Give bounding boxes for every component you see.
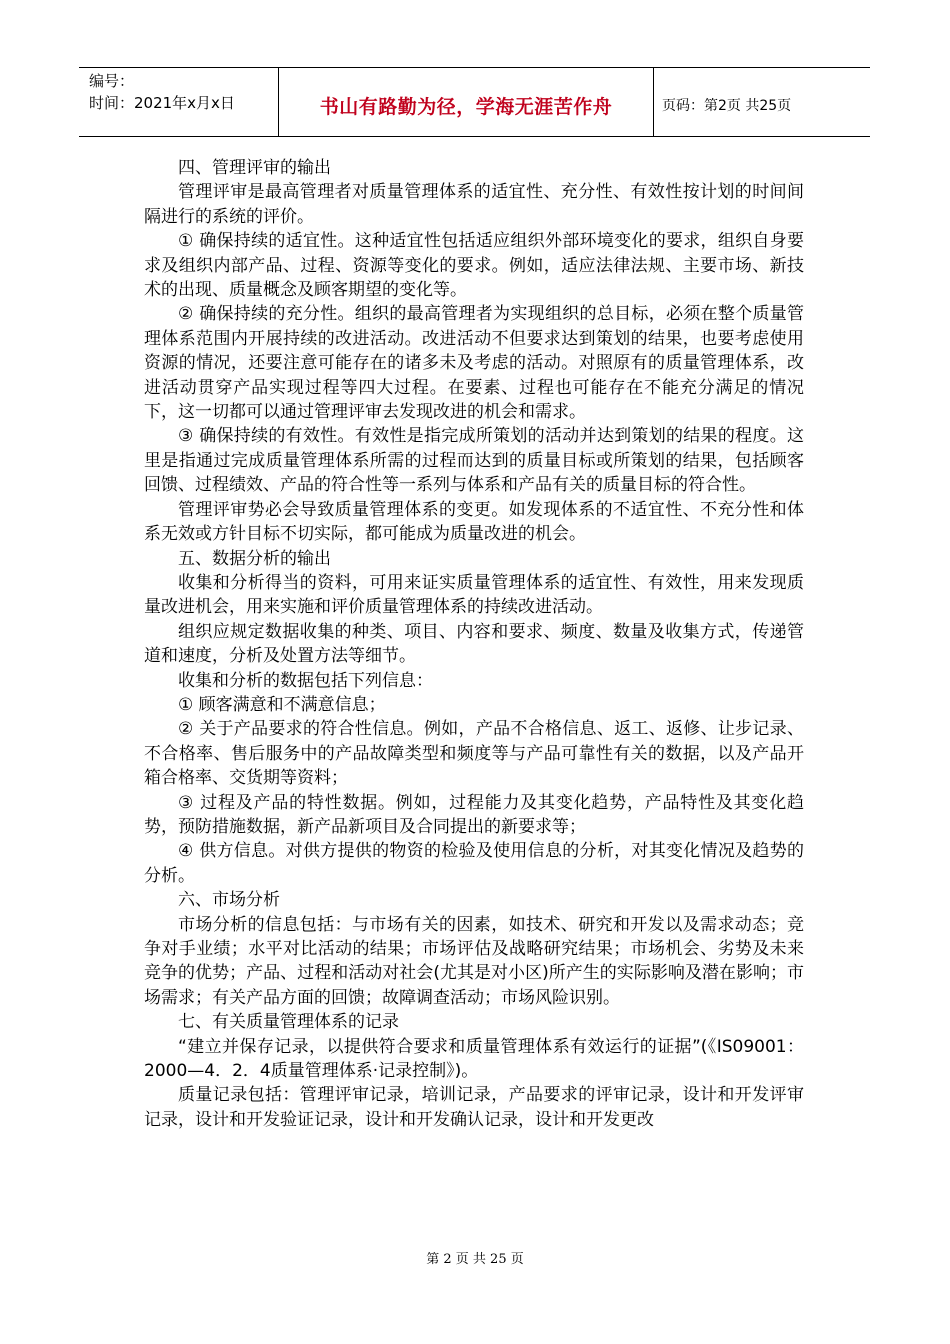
paragraph: 市场分析的信息包括：与市场有关的因素，如技术、研究和开发以及需求动态；竞争对手业绩；水平对比活动的结果；市场评估及战略研究结果；市场机会、劣势及未来竞争的优势；产品、过程和活动对社会(尤其是对小区)所产生的实际影响及潜在影响；市场需求；有关产品方面的回馈；故障调查活动；市场风险识别。	[144, 914, 804, 1008]
paragraph: “建立并保存记录，以提供符合要求和质量管理体系有效运行的证据”(《IS09001：2000—4．2．4质量管理体系·记录控制》)。	[144, 1036, 804, 1082]
section-heading-6: 六、市场分析	[178, 890, 280, 911]
list-item: ① 顾客满意和不满意信息；	[178, 694, 386, 715]
page-footer: 第 2 页 共 25 页	[426, 1252, 524, 1267]
header-motto: 书山有路勤为径，学海无涯苦作舟	[279, 68, 654, 136]
paragraph: 管理评审是最高管理者对质量管理体系的适宜性、充分性、有效性按计划的时间间隔进行的系统的评价。	[144, 182, 804, 227]
section-heading-4: 四、管理评审的输出	[178, 158, 331, 178]
section-heading-7: 七、有关质量管理体系的记录	[178, 1012, 399, 1033]
paragraph: 质量记录包括：管理评审记录，培训记录，产品要求的评审记录，设计和开发评审记录，设计和开发验证记录，设计和开发确认记录，设计和开发更改	[144, 1085, 804, 1130]
header-page-info: 页码：第2页 共25页	[662, 98, 792, 114]
document-body	[144, 156, 804, 1132]
list-item: ④ 供方信息。对供方提供的物资的检验及使用信息的分析，对其变化情况及趋势的分析。	[144, 841, 804, 886]
page-header	[79, 67, 870, 137]
time-label: 时间：2021年x月x日	[89, 94, 235, 112]
paragraph: ③ 确保持续的有效性。有效性是指完成所策划的活动并达到策划的结果的程度。这里是指通过完成质量管理体系所需的过程而达到的质量目标或所策划的结果，包括顾客回馈、过程绩效、产品的符合性等一系列与体系和产品有关的质量目标的符合性。	[144, 426, 804, 496]
paragraph: 收集和分析得当的资料，可用来证实质量管理体系的适宜性、有效性，用来发现质量改进机会，用来实施和评价质量管理体系的持续改进活动。	[144, 572, 804, 618]
list-item: ③ 过程及产品的特性数据。例如，过程能力及其变化趋势，产品特性及其变化趋势，预防措施数据，新产品新项目及合同提出的新要求等；	[144, 792, 804, 837]
paragraph: 管理评审势必会导致质量管理体系的变更。如发现体系的不适宜性、不充分性和体系无效或方针目标不切实际，都可能成为质量改进的机会。	[144, 499, 804, 545]
serial-number-label: 编号：	[89, 72, 135, 90]
paragraph: 组织应规定数据收集的种类、项目、内容和要求、频度、数量及收集方式，传递管道和速度，分析及处置方法等细节。	[144, 621, 804, 667]
paragraph: ① 确保持续的适宜性。这种适宜性包括适应组织外部环境变化的要求，组织自身要求及组织内部产品、过程、资源等变化的要求。例如，适应法律法规、主要市场、新技术的出现、质量概念及顾客期望的变化等。	[144, 231, 804, 301]
paragraph: ② 确保持续的充分性。组织的最高管理者为实现组织的总目标，必须在整个质量管理体系范围内开展持续的改进活动。改进活动不但要求达到策划的结果，也要考虑使用资源的情况，还要注意可能存在的诸多未及考虑的活动。对照原有的质量管理体系，改进活动贯穿产品实现过程等四大过程。在要素、过程也可能存在不能充分满足的情况下，这一切都可以通过管理评审去发现改进的机会和需求。	[144, 304, 804, 423]
header-meta	[79, 68, 279, 136]
list-item: ② 关于产品要求的符合性信息。例如，产品不合格信息、返工、返修、让步记录、不合格率、售后服务中的产品故障类型和频度等与产品可靠性有关的数据，以及产品开箱合格率、交货期等资料；	[144, 719, 804, 789]
section-heading-5: 五、数据分析的输出	[178, 548, 331, 569]
paragraph: 收集和分析的数据包括下列信息：	[178, 670, 433, 691]
